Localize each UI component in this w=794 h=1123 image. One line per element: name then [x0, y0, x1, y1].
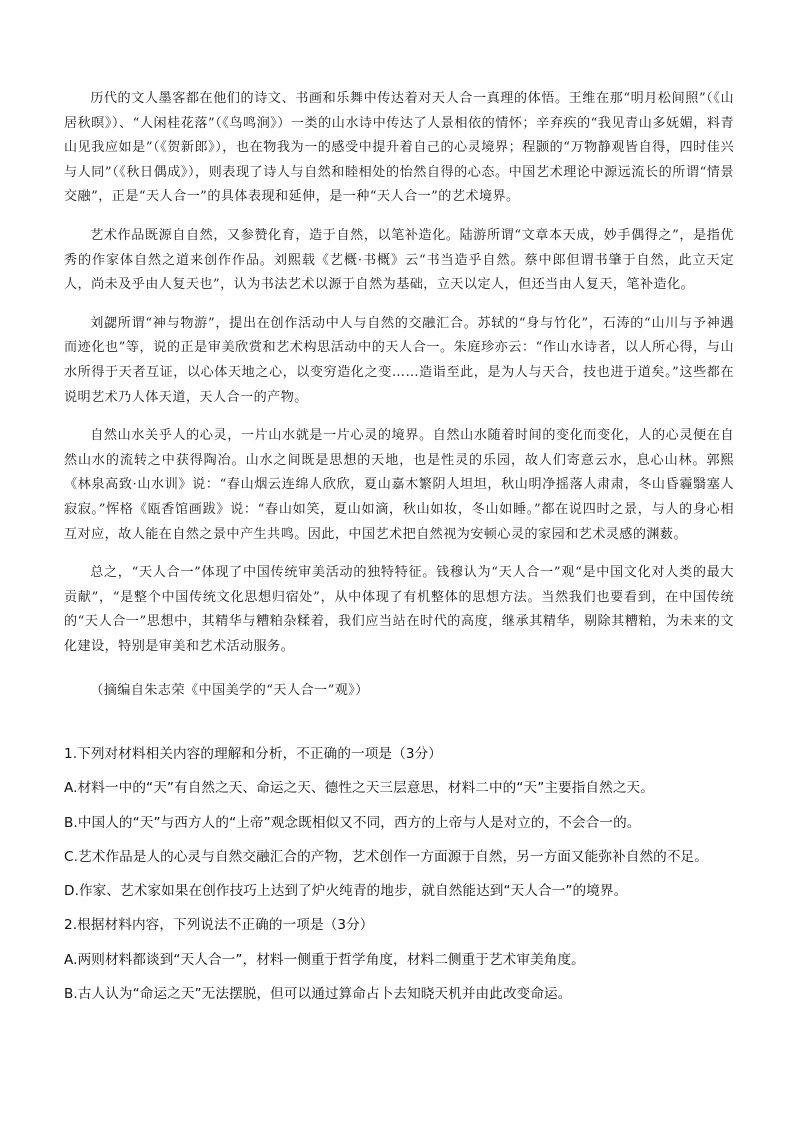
passage-paragraph-4: 自然山水关乎人的心灵，一片山水就是一片心灵的境界。自然山水随着时间的变化而变化，人的心灵便在自然山水的流转之中获得陶冶。山水之间既是思想的天地，也是性灵的乐园，故人们寄意云水，息心山林。郭熙《林泉高致·山水训》说：“春山烟云连绵人欣欣，夏山嘉木繁阴人坦坦，秋山明净摇落人肃肃，冬山昏霾翳塞人寂寂。”恽格《瓯香馆画跋》说：“春山如笑，夏山如滴，秋山如妆，冬山如睡。”都在说四时之景，与人的身心相互对应，故人能在自然之景中产生共鸣。因此，中国艺术把自然视为安顿心灵的家园和艺术灵感的渊薮。 — [64, 428, 734, 542]
question-1-option-a: A.材料一中的“天”有自然之天、命运之天、德性之天三层意思，材料二中的“天”主要指自然之天。 — [64, 780, 654, 797]
passage-paragraph-2: 艺术作品既源自自然，又参赞化育，造于自然，以笔补造化。陆游所谓“文章本天成，妙手偶得之”，是指优秀的作家体自然之道来创作作品。刘熙载《艺概·书概》云“书当造乎自然。蔡中郎但谓书肇于自然，此立天定人，尚未及乎由人复天也”，认为书法艺术以源于自然为基础，立天以定人，但还当由人复天，笔补造化。 — [64, 227, 734, 293]
question-2-option-b: B.古人认为“命运之天”无法摆脱，但可以通过算命占卜去知晓天机并由此改变命运。 — [64, 986, 572, 1003]
passage-source-citation: （摘编自朱志荣《中国美学的“天人合一”观》） — [90, 683, 369, 699]
question-1-stem: 1.下列对材料相关内容的理解和分析，不正确的一项是（3分） — [64, 746, 442, 762]
question-2-stem: 2.根据材料内容，下列说法不正确的一项是（3分） — [64, 917, 374, 934]
question-1-option-d: D.作家、艺术家如果在创作技巧上达到了炉火纯青的地步，就自然能达到“天人合一”的境界。 — [64, 883, 628, 900]
passage-paragraph-5: 总之，“天人合一”体现了中国传统审美活动的独特特征。钱穆认为“天人合一”观“是中国文化对人类的最大贡献”，“是整个中国传统文化思想归宿处”，从中体现了有机整体的思想方法。当然我们也要看到，在中国传统的“天人合一”思想中，其精华与糟粕杂糅着，我们应当站在时代的高度，继承其精华，剔除其糟粕，为未来的文化建设，特别是审美和艺术活动服务。 — [64, 565, 734, 654]
question-1-option-b: B.中国人的“天”与西方人的“上帝”观念既相似又不同，西方的上帝与人是对立的，不会合一的。 — [64, 814, 641, 831]
passage-paragraph-1: 历代的文人墨客都在他们的诗文、书画和乐舞中传达着对天人合一真理的体悟。王维在那“明月松间照”（《山居秋暝》）、“人闲桂花落”（《鸟鸣涧》）一类的山水诗中传达了人景相依的情怀；辛弃疾的“我见青山多妩媚，料青山见我应如是”（《贺新郎》），也在物我为一的感受中提升着自己的心灵境界；程颢的“万物静观皆自得，四时佳兴与人同”（《秋日偶成》），则表现了诗人与自然和睦相处的怡然自得的心态。中国艺术理论中源远流长的所谓“情景交融”，正是“天人合一”的具体表现和延伸，是一种“天人合一”的艺术境界。 — [64, 91, 734, 205]
reading-passage — [64, 87, 734, 718]
question-section — [64, 744, 734, 1018]
question-1-option-c: C.艺术作品是人的心灵与自然交融汇合的产物，艺术创作一方面源于自然，另一方面又能弥补自然的不足。 — [64, 848, 708, 865]
question-2-option-a: A.两则材料都谈到“天人合一”，材料一侧重于哲学角度，材料二侧重于艺术审美角度。 — [64, 951, 585, 968]
passage-paragraph-3: 刘勰所谓“神与物游”，提出在创作活动中人与自然的交融汇合。苏轼的“身与竹化”，石涛的“山川与予神遇而迹化也”等，说的正是审美欣赏和艺术构思活动中的天人合一。朱庭珍亦云：“作山水诗者，以人所心得，与山水所得于天者互证，以心体天地之心，以变穷造化之变……造诣至此，是为人与天合，技也进于道矣。”这些都在说明艺术乃人体天道，天人合一的产物。 — [64, 315, 734, 405]
